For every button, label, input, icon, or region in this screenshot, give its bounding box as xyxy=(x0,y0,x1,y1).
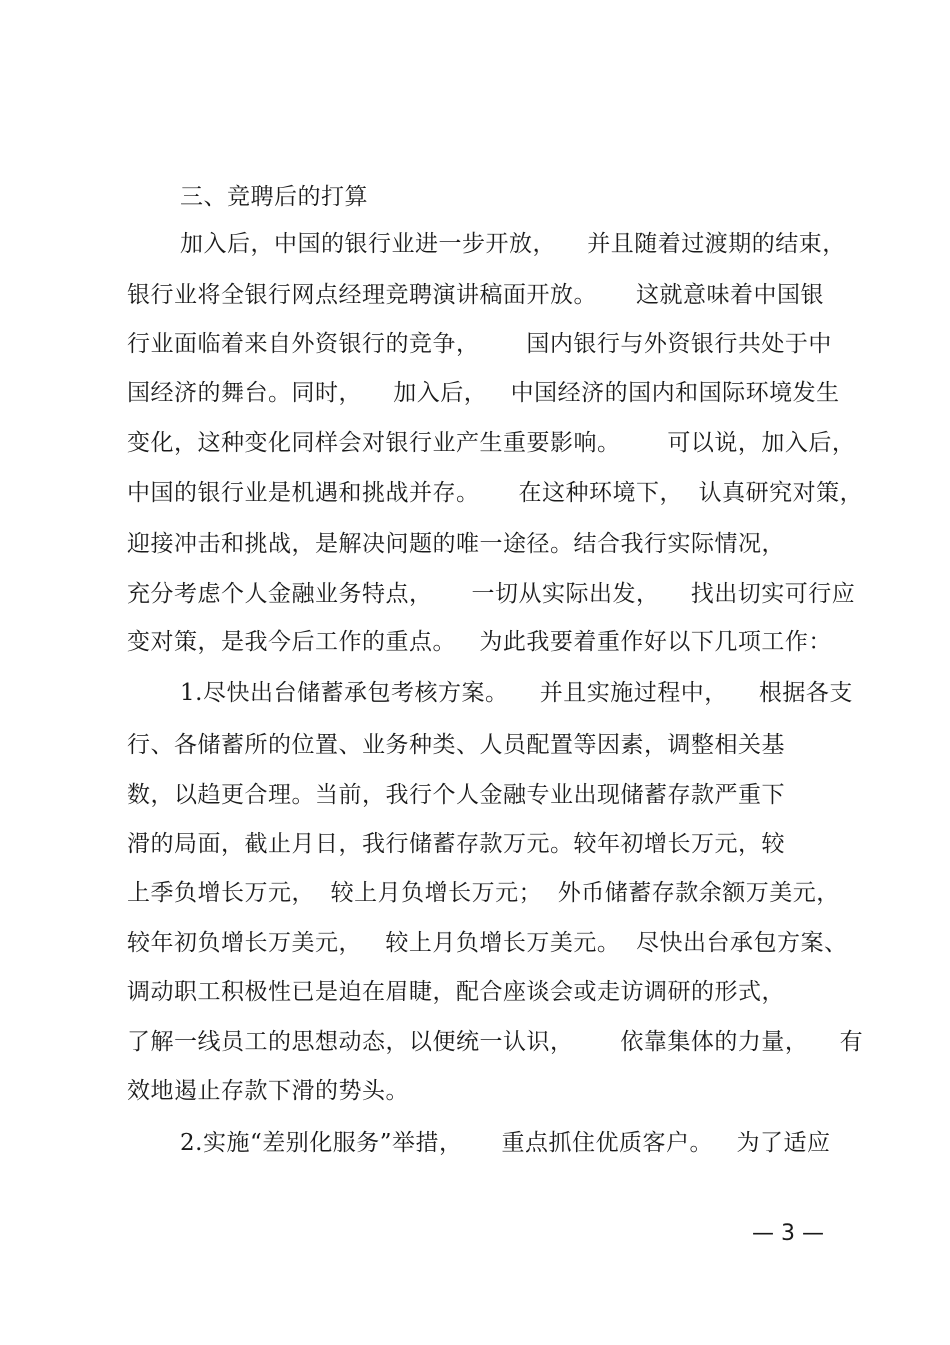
paragraph-line: 变化，这种变化同样会对银行业产生重要影响。 可以说，加入后， xyxy=(127,430,856,456)
paragraph-line: 银行业将全银行网点经理竞聘演讲稿面开放。 这就意味着中国银 xyxy=(127,282,825,308)
paragraph-line: 变对策，是我今后工作的重点。 为此我要着重作好以下几项工作： xyxy=(127,629,832,655)
paragraph-line: 充分考虑个人金融业务特点， 一切从实际出发， 找出切实可行应 xyxy=(127,581,856,607)
paragraph-line: 行、各储蓄所的位置、业务种类、人员配置等因素，调整相关基 xyxy=(127,732,785,758)
paragraph-line: 滑的局面，截止月日，我行储蓄存款万元。较年初增长万元，较 xyxy=(127,831,785,857)
paragraph-line: 数，以趋更合理。当前，我行个人金融专业出现储蓄存款严重下 xyxy=(127,782,785,808)
paragraph-line: 迎接冲击和挑战，是解决问题的唯一途径。结合我行实际情况， xyxy=(127,531,785,557)
paragraph-line: 中国的银行业是机遇和挑战并存。 在这种环境下， 认真研究对策， xyxy=(127,480,864,506)
paragraph-line: 调动职工积极性已是迫在眉睫，配合座谈会或走访调研的形式， xyxy=(127,979,785,1005)
paragraph-line: 了解一线员工的思想动态，以便统一认识， 依靠集体的力量， 有 xyxy=(127,1029,864,1055)
paragraph-line: 加入后，中国的银行业进一步开放， 并且随着过渡期的结束， xyxy=(180,231,846,257)
paragraph-line: 效地遏止存款下滑的势头。 xyxy=(127,1078,409,1104)
page-number: — 3 — xyxy=(752,1221,824,1246)
paragraph-line: 上季负增长万元， 较上月负增长万元； 外币储蓄存款余额万美元， xyxy=(127,880,840,906)
paragraph-line: 国经济的舞台。同时， 加入后， 中国经济的国内和国际环境发生 xyxy=(127,380,840,406)
list-item-line: 2.实施“差别化服务”举措， 重点抓住优质客户。 为了适应 xyxy=(180,1130,831,1156)
list-item-line: 1.尽快出台储蓄承包考核方案。 并且实施过程中， 根据各支 xyxy=(180,680,853,706)
paragraph-line: 行业面临着来自外资银行的竞争， 国内银行与外资银行共处于中 xyxy=(127,331,832,357)
paragraph-line: 较年初负增长万美元， 较上月负增长万美元。 尽快出台承包方案、 xyxy=(127,930,848,956)
section-heading: 三、竞聘后的打算 xyxy=(180,184,368,210)
